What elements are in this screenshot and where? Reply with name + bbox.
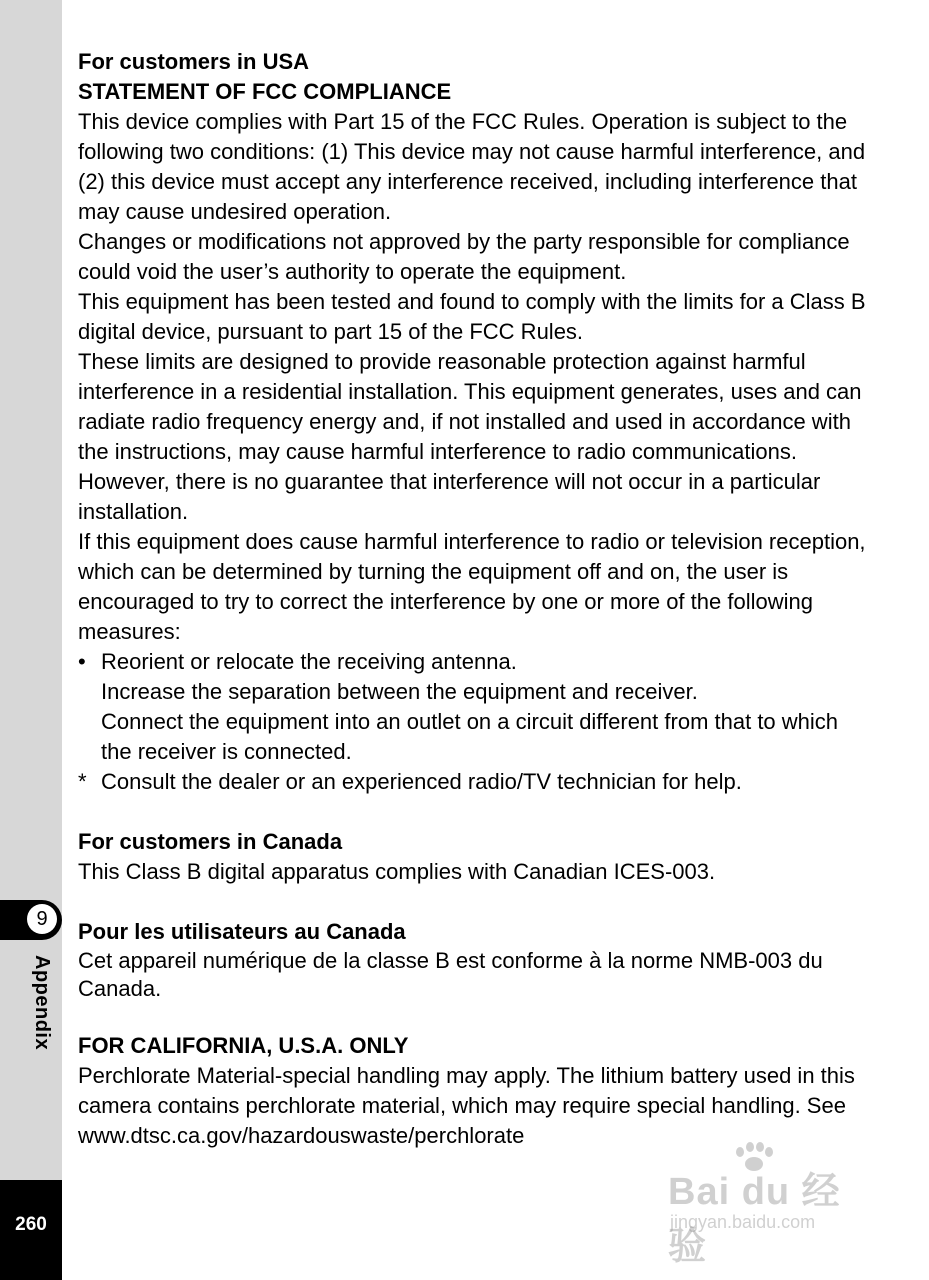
bullet-mark: • [78, 649, 86, 674]
canada-text: This Class B digital apparatus complies with Canadian ICES-003. [78, 859, 716, 884]
measure-1: Reorient or relocate the receiving antenna. [101, 649, 517, 674]
fcc-paragraph-5: If this equipment does cause harmful interference to radio or television reception, which can be determined by turning the equipment off and on, the user is encouraged to try to correct the interference by one or more of the following measures: [78, 529, 866, 644]
measure-3: Connect the equipment into an outlet on a circuit different from that to which the receiver is connected. [101, 709, 839, 764]
california-heading: FOR CALIFORNIA, U.S.A. ONLY [78, 1033, 409, 1058]
chapter-label: Appendix [31, 955, 53, 1051]
fcc-paragraph-1: This device complies with Part 15 of the FCC Rules. Operation is subject to the following two conditions: (1) This device may not cause harmful interference, and (2) this device must accept any interference received, including interference that may cause undesired operation. [78, 109, 866, 224]
chapter-number: 9 [27, 904, 57, 934]
page-content [78, 47, 868, 1151]
page-number: 260 [15, 1214, 47, 1235]
fcc-statement-heading: STATEMENT OF FCC COMPLIANCE [78, 79, 452, 104]
usa-heading: For customers in USA [78, 49, 310, 74]
baidu-watermark [660, 1160, 870, 1268]
canada-heading: For customers in Canada [78, 829, 343, 854]
california-text: Perchlorate Material-special handling may apply. The lithium battery used in this camera contains perchlorate material, which may require special handling. See www.dtsc.ca.gov/hazardouswaste/perchlorate [78, 1063, 855, 1148]
canada-fr-text: Cet appareil numérique de la classe B est conforme à la norme NMB-003 du Canada. [78, 948, 823, 1001]
fcc-paragraph-4: These limits are designed to provide reasonable protection against harmful interference in a residential installation. This equipment generates, uses and can radiate radio frequency energy and, if not installed and used in accordance with the instructions, may cause harmful interference to radio communications. However, there is no guarantee that interference will not occur in a particular installation. [78, 349, 862, 524]
asterisk-mark: * [78, 769, 87, 794]
measure-2: Increase the separation between the equipment and receiver. [101, 679, 698, 704]
fcc-paragraph-3: This equipment has been tested and found to comply with the limits for a Class B digital device, pursuant to part 15 of the FCC Rules. [78, 289, 866, 344]
watermark-logo: Bai du 经验 [668, 1171, 841, 1268]
canada-fr-heading: Pour les utilisateurs au Canada [78, 919, 406, 944]
measures-list [78, 647, 868, 767]
note-text: Consult the dealer or an experienced radio/TV technician for help. [101, 769, 742, 794]
note-item [78, 767, 868, 797]
fcc-paragraph-2: Changes or modifications not approved by the party responsible for compliance could void the user’s authority to operate the equipment. [78, 229, 850, 284]
side-strip [0, 0, 62, 1280]
watermark-url: jingyan.baidu.com [670, 1212, 816, 1232]
